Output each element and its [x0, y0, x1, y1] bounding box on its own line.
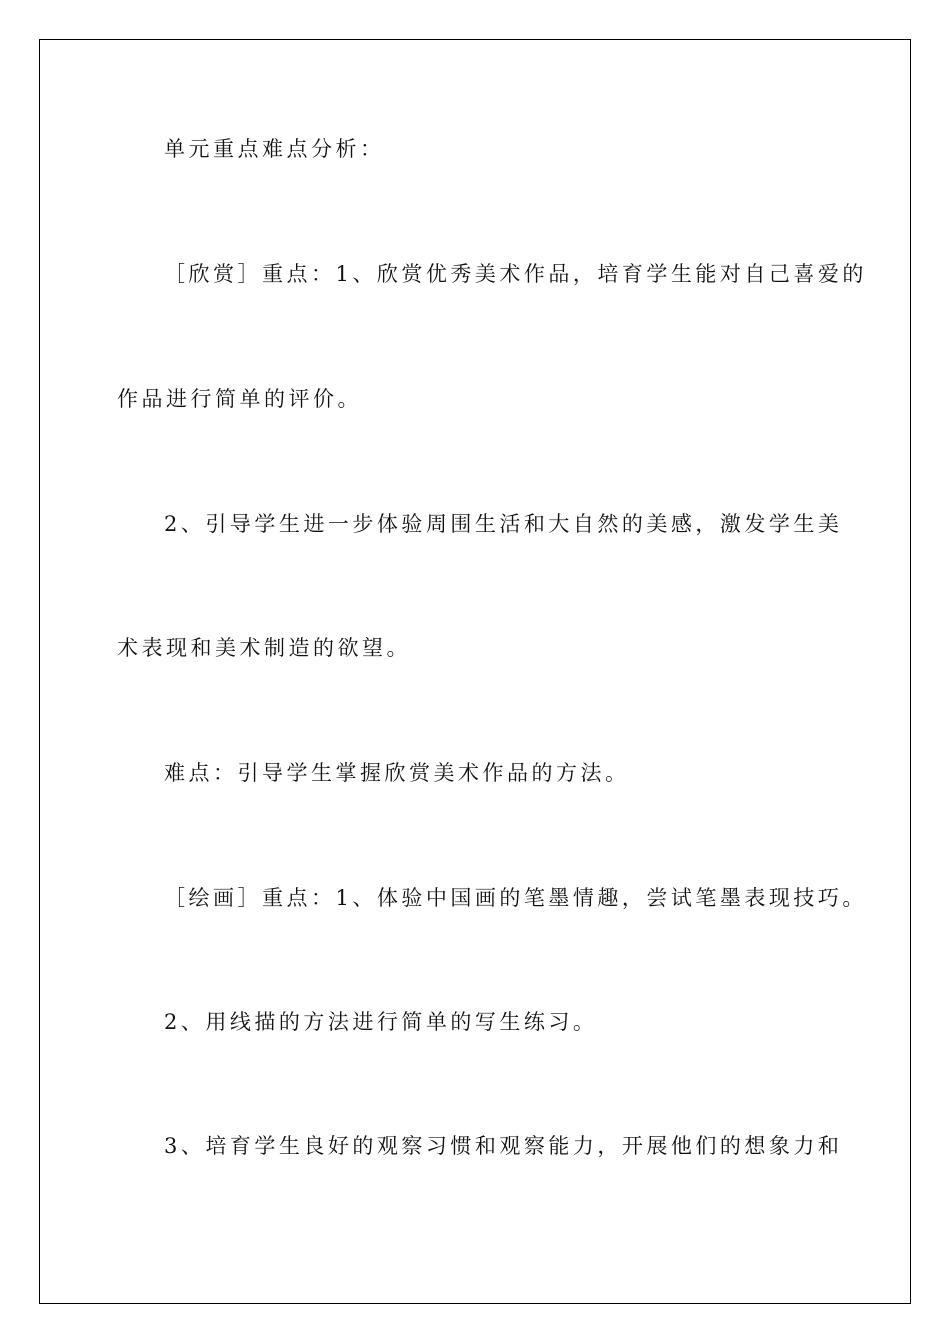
paragraph-line: 2、用线描的方法进行简单的写生练习。 — [164, 1010, 598, 1034]
paragraph-line: 难点：引导学生掌握欣赏美术作品的方法。 — [164, 761, 630, 785]
paragraph-line: 作品进行简单的评价。 — [117, 387, 362, 411]
paragraph-line: 术表现和美术制造的欲望。 — [117, 636, 411, 660]
paragraph-line: ［欣赏］重点：1、欣赏优秀美术作品，培育学生能对自己喜爱的 — [164, 262, 867, 286]
paragraph-line: 3、培育学生良好的观察习惯和观察能力，开展他们的想象力和 — [164, 1134, 843, 1158]
paragraph-line: 2、引导学生进一步体验周围生活和大自然的美感，激发学生美 — [164, 512, 843, 536]
page-border — [39, 39, 911, 1304]
section-heading: 单元重点难点分析： — [164, 137, 385, 161]
paragraph-line: ［绘画］重点：1、体验中国画的笔墨情趣，尝试笔墨表现技巧。 — [164, 886, 867, 910]
